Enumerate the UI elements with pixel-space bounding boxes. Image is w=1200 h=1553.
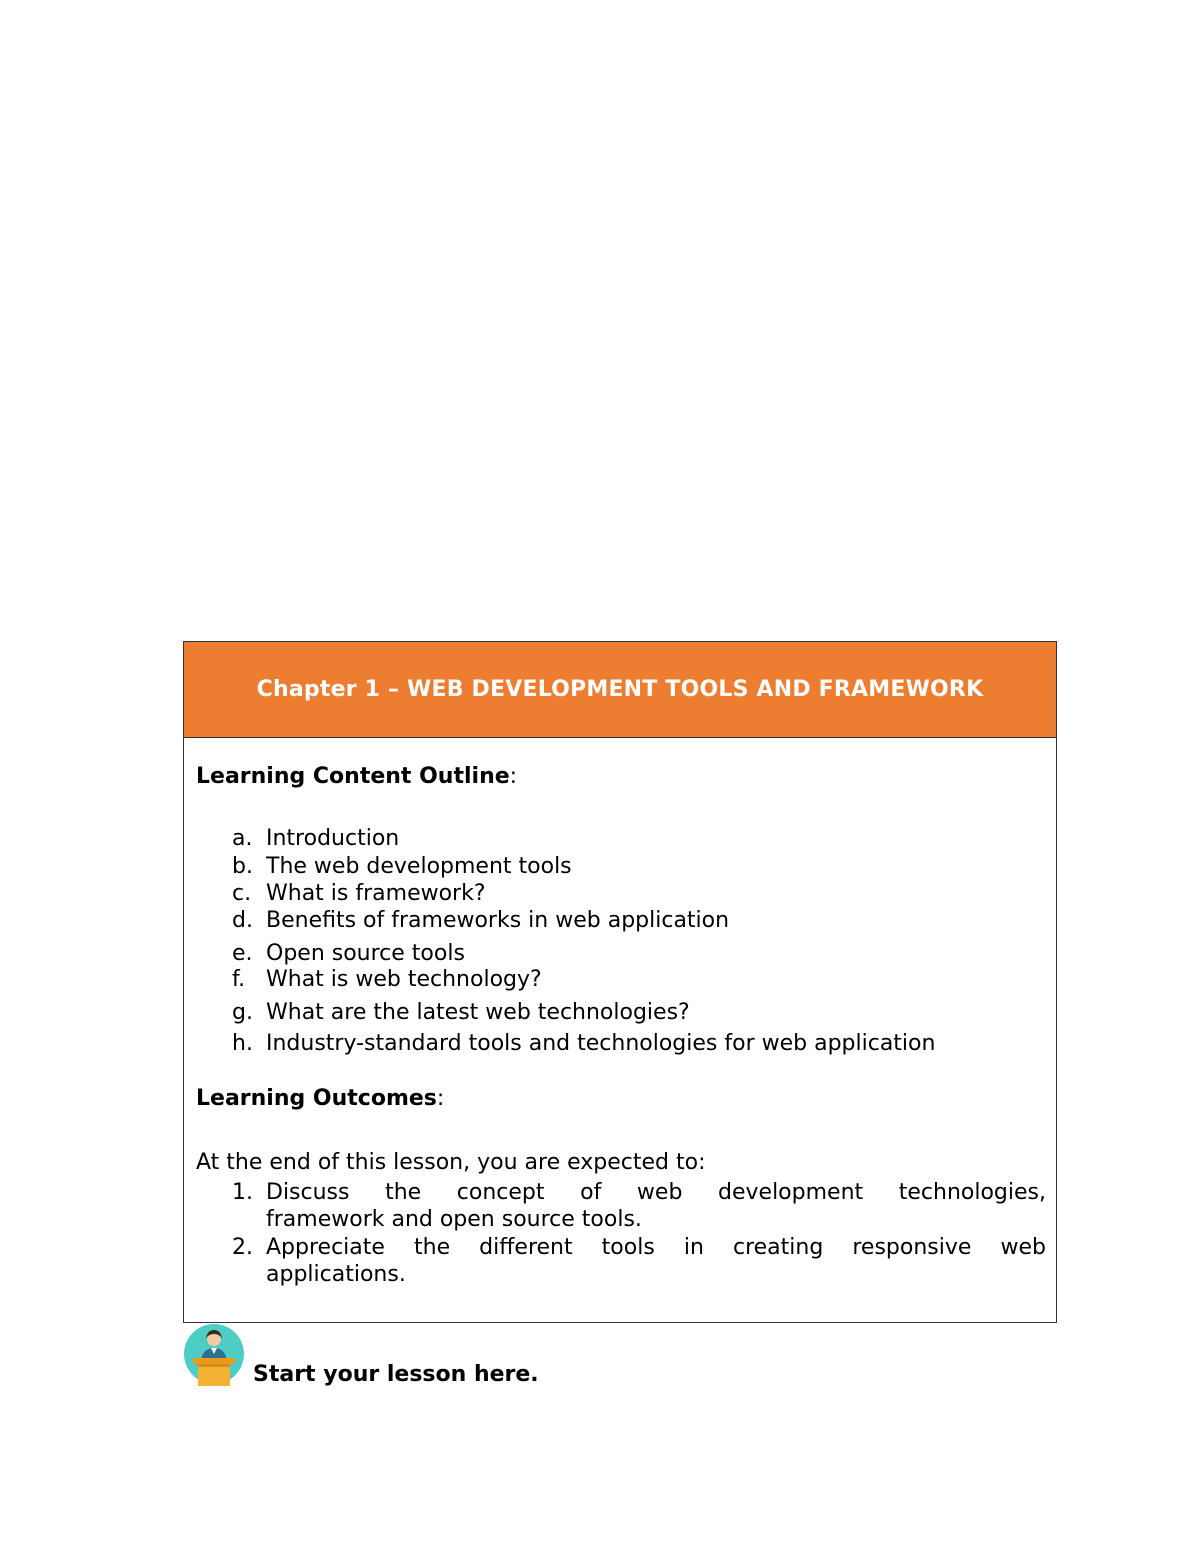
- outline-item-b: [232, 854, 572, 879]
- outline-marker: b.: [232, 854, 253, 879]
- outcome-word: tools: [601, 1235, 655, 1260]
- outline-marker: e.: [232, 941, 253, 966]
- outcomes-intro: At the end of this lesson, you are expected to:: [196, 1150, 706, 1175]
- outline-item-g: [232, 1000, 690, 1025]
- outline-item-a: [232, 826, 399, 851]
- outline-heading-text: Learning Content Outline: [196, 764, 510, 789]
- outcome-marker: 2.: [232, 1235, 253, 1260]
- outline-item-c: [232, 881, 486, 906]
- outline-heading-colon: :: [509, 764, 518, 789]
- outcome-marker: 1.: [232, 1180, 253, 1205]
- outline-heading: [196, 764, 517, 789]
- outcome-word: Discuss: [266, 1180, 350, 1205]
- outcome-word: in: [683, 1235, 704, 1260]
- outline-marker: c.: [232, 881, 252, 906]
- outline-text: The web development tools: [266, 854, 572, 879]
- outcome-word: technologies,: [898, 1180, 1046, 1205]
- outcome-word: web: [1000, 1235, 1046, 1260]
- outcomes-heading-text: Learning Outcomes: [196, 1086, 437, 1111]
- lesson-box: [183, 641, 1057, 1323]
- outline-text: Introduction: [266, 826, 400, 851]
- outcomes-heading-colon: :: [436, 1086, 445, 1111]
- outcome-word: concept: [456, 1180, 545, 1205]
- outcome-word: different: [479, 1235, 573, 1260]
- outline-marker: h.: [232, 1031, 253, 1056]
- outcome-word: Appreciate: [266, 1235, 385, 1260]
- outcome-line: framework and open source tools.: [266, 1207, 642, 1232]
- outline-text: What is web technology?: [266, 967, 542, 992]
- outcome-word: responsive: [852, 1235, 972, 1260]
- outline-text: Industry-standard tools and technologies for web application: [266, 1031, 936, 1056]
- teacher-at-podium-icon: [183, 1324, 245, 1386]
- outline-item-h: [232, 1031, 935, 1056]
- outcome-word: the: [385, 1180, 422, 1205]
- outcome-word: development: [718, 1180, 864, 1205]
- outline-item-f: [232, 967, 542, 992]
- outline-text: What are the latest web technologies?: [266, 1000, 690, 1025]
- outcome-word: the: [414, 1235, 451, 1260]
- lesson-body: [184, 738, 1056, 1322]
- chapter-title: Chapter 1 – WEB DEVELOPMENT TOOLS AND FRAMEWORK: [256, 677, 984, 702]
- outcome-line: [266, 1180, 1046, 1205]
- outline-marker: g.: [232, 1000, 253, 1025]
- outline-item-d: [232, 908, 729, 933]
- outline-marker: d.: [232, 908, 253, 933]
- outline-text: Benefits of frameworks in web application: [266, 908, 730, 933]
- outline-text: Open source tools: [266, 941, 465, 966]
- outline-item-e: [232, 941, 465, 966]
- outcome-word: of: [580, 1180, 602, 1205]
- outline-marker: f.: [232, 967, 246, 992]
- outcome-line: [266, 1235, 1046, 1260]
- outline-text: What is framework?: [266, 881, 486, 906]
- outcomes-heading: [196, 1086, 444, 1111]
- outcome-word: web: [636, 1180, 683, 1205]
- chapter-header: [184, 642, 1056, 738]
- outline-marker: a.: [232, 826, 253, 851]
- outcome-line: applications.: [266, 1262, 406, 1287]
- outcome-word: creating: [732, 1235, 824, 1260]
- start-lesson-text: Start your lesson here.: [253, 1362, 539, 1387]
